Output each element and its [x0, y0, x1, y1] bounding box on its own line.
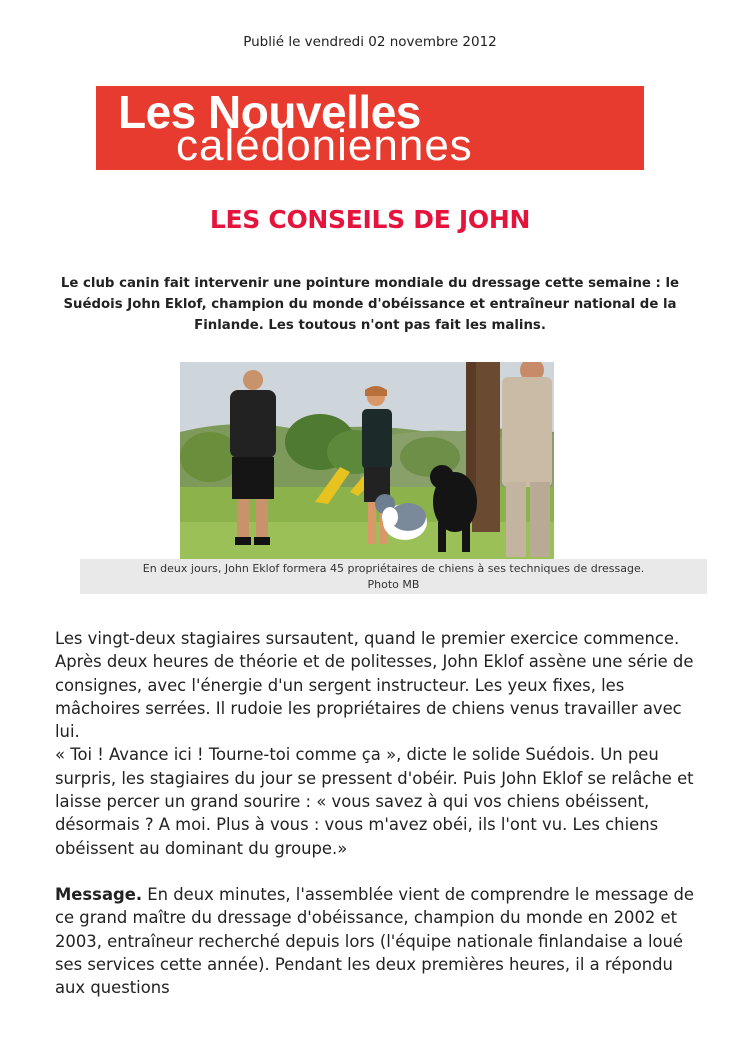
paragraph-1: Les vingt-deux stagiaires sursautent, quand le premier exercice commence. Après deux heures de théorie et de politesses, John Eklof assène une série de consignes, avec l'énergie d'un sergent instructeur. Les yeux fixes, les mâchoires serrées. Il rudoie les propriétaires de chiens venus travailler avec lui. — [55, 629, 694, 742]
photo-credit: Photo MB — [367, 578, 420, 591]
article-headline: LES CONSEILS DE JOHN — [209, 205, 531, 234]
newspaper-logo — [96, 86, 644, 170]
photo-caption-box — [80, 559, 707, 594]
article-lead: Le club canin fait intervenir une pointure mondiale du dressage cette semaine : le Suédois John Eklof, champion du monde d'obéissance et entraîneur national de la Finlande. Les toutous n'ont pas fait les malins. — [60, 276, 680, 333]
paragraph-2: « Toi ! Avance ici ! Tourne-toi comme ça », dicte le solide Suédois. Un peu surpris, les stagiaires du jour se pressent d'obéir. Puis John Eklof se relâche et laisse percer un grand sourire : « vous savez à qui vos chiens obéissent, désormais ? A moi. Plus à vous : vous m'avez obéi, ils l'ont vu. Les chiens obéissent au dominant du groupe.» — [55, 745, 694, 858]
paragraph-3-text: En deux minutes, l'assemblée vient de comprendre le message de ce grand maître du dressage d'obéissance, champion du monde en 2002 et 2003, entraîneur recherché depuis lors (l'équipe nationale finlandaise a loué ses services cette année). Pendant les deux premières heures, il a répondu aux questions — [55, 884, 694, 998]
photo-caption: En deux jours, John Eklof formera 45 propriétaires de chiens à ses techniques de dressage. — [142, 562, 645, 575]
paragraph-3-lead: Message. — [55, 884, 143, 904]
logo-line-1: Les Nouvelles — [118, 86, 421, 138]
article-body — [55, 627, 705, 999]
paragraph-3 — [55, 883, 705, 999]
article-photo — [180, 362, 554, 559]
logo-line-2: calédoniennes — [176, 121, 473, 170]
publication-date: Publié le vendredi 02 novembre 2012 — [243, 34, 497, 50]
